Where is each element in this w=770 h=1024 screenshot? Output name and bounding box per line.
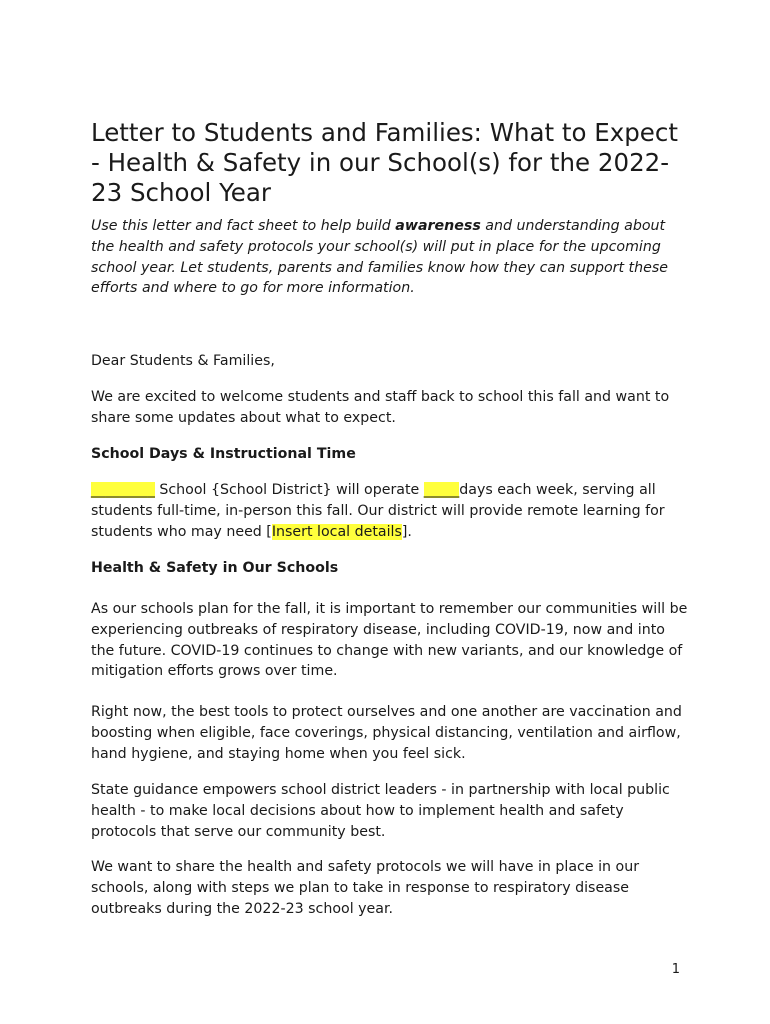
intro-bold-word: awareness: [395, 218, 481, 234]
school-name-blank: _________: [91, 482, 155, 498]
school-days-text-2: days each week, serving all students full-time, in-person this fall. Our district will provide remote learning for students who may need [: [91, 482, 665, 540]
protocols-paragraph: We want to share the health and safety protocols we will have in place in our schools, along with steps we plan to take in response to respiratory disease outbreaks during the 2022-23 school year.: [91, 859, 640, 917]
section-heading-health-safety: Health & Safety in Our Schools: [91, 560, 339, 576]
intro-paragraph: [91, 216, 691, 299]
section-heading-school-days: School Days & Instructional Time: [91, 446, 356, 462]
school-days-paragraph: [91, 480, 691, 542]
welcome-paragraph: We are excited to welcome students and staff back to school this fall and want to share some updates about what to expect.: [91, 389, 670, 426]
days-count-blank: _____: [423, 482, 460, 498]
insert-local-details-highlight: Insert local details: [271, 523, 402, 540]
salutation: Dear Students & Families,: [91, 353, 275, 369]
page-number: 1: [671, 962, 680, 977]
state-guidance-paragraph: State guidance empowers school district leaders - in partnership with local public health - to make local decisions about how to implement health and safety protocols that serve our community best.: [91, 782, 670, 840]
school-days-text-1: School {School District} will operate: [154, 482, 424, 498]
school-days-text-3: ].: [401, 523, 412, 540]
document-title: Letter to Students and Families: What to Expect - Health & Safety in our School(s) for the 2022-23 School Year: [91, 118, 678, 207]
outbreaks-paragraph: As our schools plan for the fall, it is important to remember our communities will be experiencing outbreaks of respiratory disease, including COVID-19, now and into the future. COVID-19 continues to change with new variants, and our knowledge of mitigation efforts grows over time.: [91, 601, 688, 680]
best-tools-paragraph: Right now, the best tools to protect ourselves and one another are vaccination and boosting when eligible, face coverings, physical distancing, ventilation and airflow, hand hygiene, and staying home when you feel sick.: [91, 704, 682, 762]
intro-text-end: and understanding about the health and safety protocols your school(s) will put in place for the upcoming school year. Let students, parents and families know how they can support these efforts and where to go for more information.: [91, 218, 668, 297]
intro-text-start: Use this letter and fact sheet to help build: [91, 218, 396, 234]
